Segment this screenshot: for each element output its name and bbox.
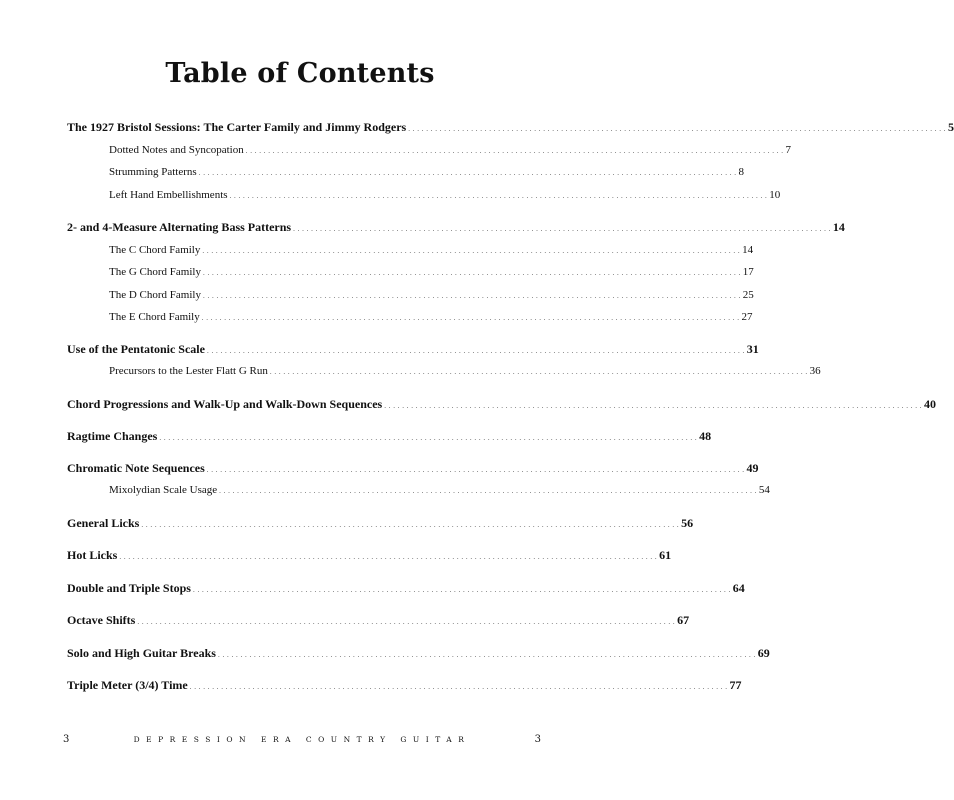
toc-section bbox=[67, 674, 742, 697]
toc-section bbox=[67, 544, 672, 567]
dot-leader: . . . . . . . . . . . . . . . . . . . . . . . . . . . . . . . . . . . . . . . . . . . . . . . . . . . . . . . . . . . . . . . . . . . . . . . . . . . . . . . . . . . . . . . . . . . . . . . . . . . . . . . . . . . . . . . . . . . . . . . . bbox=[192, 585, 731, 594]
toc-entry-page-number: 25 bbox=[742, 288, 754, 301]
toc-entry-page-number: 40 bbox=[923, 396, 936, 411]
dot-leader: . . . . . . . . . . . . . . . . . . . . . . . . . . . . . . . . . . . . . . . . . . . . . . . . . . . . . . . . . . . . . . . . . . . . . . . . . . . . . . . . . . . . . . . . . . . . . . . . . . . . . . . . . . . . . . . . . . . . . . . . bbox=[137, 618, 676, 626]
dot-leader: . . . . . . . . . . . . . . . . . . . . . . . . . . . . . . . . . . . . . . . . . . . . . . . . . . . . . . . . . . . . . . . . . . . . . . . . . . . . . . . . . . . . . . . . . . . . . . . . . . . . . . . . . . . . . . . . . . . . . . . . bbox=[202, 246, 741, 255]
dot-leader: . . . . . . . . . . . . . . . . . . . . . . . . . . . . . . . . . . . . . . . . . . . . . . . . . . . . . . . . . . . . . . . . . . . . . . . . . . . . . . . . . . . . . . . . . . . . . . . . . . . . . . . . . . . . . . . . . . . . . . . . bbox=[119, 553, 658, 561]
toc-entry-page-number: 56 bbox=[681, 515, 694, 530]
toc-entry[interactable] bbox=[67, 642, 770, 665]
dot-leader: . . . . . . . . . . . . . . . . . . . . . . . . . . . . . . . . . . . . . . . . . . . . . . . . . . . . . . . . . . . . . . . . . . . . . . . . . . . . . . . . . . . . . . . . . . . . . . . . . . . . . . . . . . . . . . . . . . . . . . . . bbox=[229, 191, 768, 200]
toc-subentry[interactable] bbox=[67, 284, 754, 307]
dot-leader: . . . . . . . . . . . . . . . . . . . . . . . . . . . . . . . . . . . . . . . . . . . . . . . . . . . . . . . . . . . . . . . . . . . . . . . . . . . . . . . . . . . . . . . . . . . . . . . . . . . . . . . . . . . . . . . . . . . . . . . . bbox=[217, 650, 756, 659]
toc-entry-label: Strumming Patterns bbox=[109, 166, 197, 178]
toc-section bbox=[67, 216, 845, 329]
toc-entry-page-number: 8 bbox=[738, 166, 744, 178]
toc-section bbox=[67, 116, 954, 206]
toc-entry-label: The D Chord Family bbox=[109, 288, 201, 301]
dot-leader: . . . . . . . . . . . . . . . . . . . . . . . . . . . . . . . . . . . . . . . . . . . . . . . . . . . . . . . . . . . . . . . . . . . . . . . . . . . . . . . . . . . . . . . . . . . . . . . . . . . . . . . . . . . . . . . . . . . . . . . . bbox=[206, 465, 745, 474]
toc-entry-label: Ragtime Changes bbox=[67, 429, 158, 443]
toc-section bbox=[67, 393, 936, 416]
toc-entry-label: Precursors to the Lester Flatt G Run bbox=[109, 365, 268, 377]
toc-entry-page-number: 67 bbox=[677, 613, 690, 627]
toc-entry-label: Hot Licks bbox=[67, 548, 118, 562]
toc-entry-page-number: 27 bbox=[741, 311, 753, 323]
toc-entry[interactable] bbox=[67, 674, 742, 697]
footer-page-number-right: 3 bbox=[534, 734, 541, 745]
page-title: Table of Contents bbox=[165, 58, 435, 89]
toc-entry-page-number: 17 bbox=[742, 266, 754, 278]
toc-entry-label: 2- and 4-Measure Alternating Bass Patterns bbox=[67, 220, 292, 234]
toc-entry[interactable] bbox=[67, 544, 672, 567]
toc-subentry[interactable] bbox=[67, 161, 744, 184]
toc-entry-label: The 1927 Bristol Sessions: The Carter Family and Jimmy Rodgers bbox=[67, 120, 407, 134]
toc-entry-page-number: 64 bbox=[732, 580, 745, 595]
toc-entry[interactable] bbox=[67, 216, 845, 239]
toc-entry[interactable] bbox=[67, 609, 690, 632]
toc-subentry[interactable] bbox=[67, 261, 754, 284]
dot-leader: . . . . . . . . . . . . . . . . . . . . . . . . . . . . . . . . . . . . . . . . . . . . . . . . . . . . . . . . . . . . . . . . . . . . . . . . . . . . . . . . . . . . . . . . . . . . . . . . . . . . . . . . . . . . . . . . . . . . . . . . bbox=[384, 401, 922, 410]
toc-entry-page-number: 61 bbox=[659, 548, 672, 562]
toc-subentry[interactable] bbox=[67, 139, 791, 162]
toc-entry-label: Left Hand Embellishments bbox=[109, 188, 228, 201]
toc-entry-label: Chromatic Note Sequences bbox=[67, 460, 205, 475]
toc-section bbox=[67, 512, 694, 535]
dot-leader: . . . . . . . . . . . . . . . . . . . . . . . . . . . . . . . . . . . . . . . . . . . . . . . . . . . . . . . . . . . . . . . . . . . . . . . . . . . . . . . . . . . . . . . . . . . . . . . . . . . . . . . . . . . . . . . . . . . . . . . . bbox=[198, 169, 737, 177]
dot-leader: . . . . . . . . . . . . . . . . . . . . . . . . . . . . . . . . . . . . . . . . . . . . . . . . . . . . . . . . . . . . . . . . . . . . . . . . . . . . . . . . . . . . . . . . . . . . . . . . . . . . . . . . . . . . . . . . . . . . . . . . bbox=[408, 125, 946, 133]
toc-subentry[interactable] bbox=[67, 360, 821, 383]
toc-section bbox=[67, 609, 690, 632]
toc-entry-page-number: 31 bbox=[746, 341, 759, 356]
toc-entry-label: Triple Meter (3/4) Time bbox=[67, 678, 188, 692]
toc-entry-page-number: 69 bbox=[757, 645, 770, 660]
toc-entry[interactable] bbox=[67, 393, 936, 416]
toc-entry[interactable] bbox=[67, 512, 694, 535]
toc-entry-page-number: 48 bbox=[699, 429, 712, 443]
page-footer bbox=[63, 734, 541, 745]
toc-entry[interactable] bbox=[67, 338, 759, 361]
dot-leader: . . . . . . . . . . . . . . . . . . . . . . . . . . . . . . . . . . . . . . . . . . . . . . . . . . . . . . . . . . . . . . . . . . . . . . . . . . . . . . . . . . . . . . . . . . . . . . . . . . . . . . . . . . . . . . . . . . . . . . . . bbox=[201, 314, 740, 322]
dot-leader: . . . . . . . . . . . . . . . . . . . . . . . . . . . . . . . . . . . . . . . . . . . . . . . . . . . . . . . . . . . . . . . . . . . . . . . . . . . . . . . . . . . . . . . . . . . . . . . . . . . . . . . . . . . . . . . . . . . . . . . . bbox=[202, 291, 741, 300]
toc-section bbox=[67, 577, 745, 600]
dot-leader: . . . . . . . . . . . . . . . . . . . . . . . . . . . . . . . . . . . . . . . . . . . . . . . . . . . . . . . . . . . . . . . . . . . . . . . . . . . . . . . . . . . . . . . . . . . . . . . . . . . . . . . . . . . . . . . . . . . . . . . . bbox=[141, 520, 680, 529]
toc-subentry[interactable] bbox=[67, 306, 753, 329]
dot-leader: . . . . . . . . . . . . . . . . . . . . . . . . . . . . . . . . . . . . . . . . . . . . . . . . . . . . . . . . . . . . . . . . . . . . . . . . . . . . . . . . . . . . . . . . . . . . . . . . . . . . . . . . . . . . . . . . . . . . . . . . bbox=[189, 683, 728, 691]
dot-leader: . . . . . . . . . . . . . . . . . . . . . . . . . . . . . . . . . . . . . . . . . . . . . . . . . . . . . . . . . . . . . . . . . . . . . . . . . . . . . . . . . . . . . . . . . . . . . . . . . . . . . . . . . . . . . . . . . . . . . . . . bbox=[202, 269, 741, 277]
toc-entry-label: The C Chord Family bbox=[109, 243, 201, 256]
toc-entry-page-number: 14 bbox=[742, 243, 754, 256]
dot-leader: . . . . . . . . . . . . . . . . . . . . . . . . . . . . . . . . . . . . . . . . . . . . . . . . . . . . . . . . . . . . . . . . . . . . . . . . . . . . . . . . . . . . . . . . . . . . . . . . . . . . . . . . . . . . . . . . . . . . . . . . bbox=[159, 434, 698, 442]
table-of-contents bbox=[67, 116, 954, 697]
toc-entry-page-number: 7 bbox=[785, 143, 791, 156]
toc-entry-label: Octave Shifts bbox=[67, 613, 136, 627]
toc-subentry[interactable] bbox=[67, 479, 770, 502]
toc-entry-page-number: 14 bbox=[832, 220, 845, 234]
toc-entry[interactable] bbox=[67, 425, 712, 448]
toc-entry-page-number: 5 bbox=[947, 120, 954, 134]
dot-leader: . . . . . . . . . . . . . . . . . . . . . . . . . . . . . . . . . . . . . . . . . . . . . . . . . . . . . . . . . . . . . . . . . . . . . . . . . . . . . . . . . . . . . . . . . . . . . . . . . . . . . . . . . . . . . . . . . . . . . . . . bbox=[269, 368, 808, 376]
toc-entry-label: Solo and High Guitar Breaks bbox=[67, 645, 216, 660]
toc-entry-label: Double and Triple Stops bbox=[67, 580, 191, 595]
toc-entry-page-number: 77 bbox=[729, 678, 742, 692]
toc-entry[interactable] bbox=[67, 457, 759, 480]
toc-entry-label: General Licks bbox=[67, 515, 140, 530]
footer-running-title: DEPRESSION ERA COUNTRY GUITAR bbox=[133, 735, 471, 744]
dot-leader: . . . . . . . . . . . . . . . . . . . . . . . . . . . . . . . . . . . . . . . . . . . . . . . . . . . . . . . . . . . . . . . . . . . . . . . . . . . . . . . . . . . . . . . . . . . . . . . . . . . . . . . . . . . . . . . . . . . . . . . . bbox=[293, 225, 831, 233]
toc-entry-page-number: 54 bbox=[758, 484, 770, 496]
footer-page-number-left: 3 bbox=[63, 734, 70, 745]
toc-entry[interactable] bbox=[67, 577, 745, 600]
dot-leader: . . . . . . . . . . . . . . . . . . . . . . . . . . . . . . . . . . . . . . . . . . . . . . . . . . . . . . . . . . . . . . . . . . . . . . . . . . . . . . . . . . . . . . . . . . . . . . . . . . . . . . . . . . . . . . . . . . . . . . . . bbox=[206, 346, 745, 355]
toc-section bbox=[67, 642, 770, 665]
toc-section bbox=[67, 457, 770, 502]
toc-subentry[interactable] bbox=[67, 239, 754, 262]
dot-leader: . . . . . . . . . . . . . . . . . . . . . . . . . . . . . . . . . . . . . . . . . . . . . . . . . . . . . . . . . . . . . . . . . . . . . . . . . . . . . . . . . . . . . . . . . . . . . . . . . . . . . . . . . . . . . . . . . . . . . . . . bbox=[219, 487, 757, 495]
toc-entry-page-number: 36 bbox=[809, 365, 821, 377]
toc-subentry[interactable] bbox=[67, 184, 781, 207]
toc-entry-page-number: 49 bbox=[746, 460, 759, 475]
toc-entry-label: Chord Progressions and Walk-Up and Walk-Down Sequences bbox=[67, 396, 383, 411]
toc-section bbox=[67, 338, 821, 383]
toc-entry-label: The G Chord Family bbox=[109, 266, 201, 278]
toc-entry-label: Use of the Pentatonic Scale bbox=[67, 341, 205, 356]
toc-section bbox=[67, 425, 712, 448]
toc-entry-label: Dotted Notes and Syncopation bbox=[109, 143, 244, 156]
toc-entry[interactable] bbox=[67, 116, 954, 139]
toc-entry-label: Mixolydian Scale Usage bbox=[109, 484, 218, 496]
dot-leader: . . . . . . . . . . . . . . . . . . . . . . . . . . . . . . . . . . . . . . . . . . . . . . . . . . . . . . . . . . . . . . . . . . . . . . . . . . . . . . . . . . . . . . . . . . . . . . . . . . . . . . . . . . . . . . . . . . . . . . . . bbox=[245, 146, 784, 155]
toc-entry-label: The E Chord Family bbox=[109, 311, 200, 323]
toc-entry-page-number: 10 bbox=[769, 188, 781, 201]
